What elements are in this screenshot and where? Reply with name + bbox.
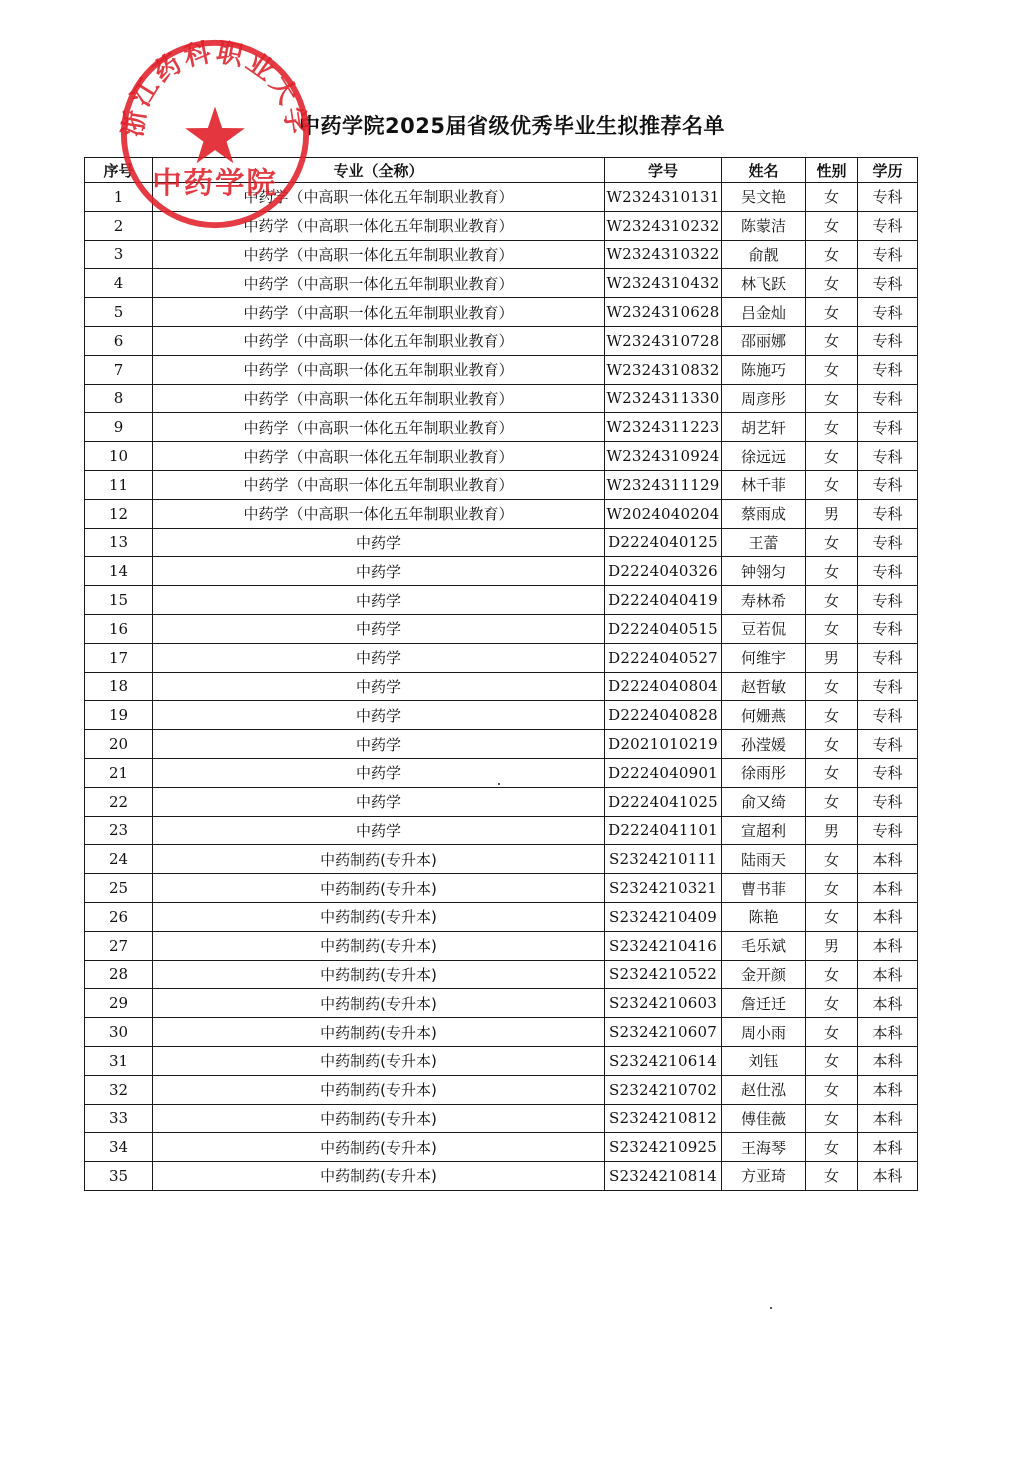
cell-name: 陈艳 [722,902,806,931]
cell-education: 专科 [858,384,918,413]
cell-student-id: D2224041025 [605,787,722,816]
scan-speck [770,1307,772,1309]
cell-major: 中药学 [153,730,605,759]
cell-student-id: D2224040515 [605,614,722,643]
cell-index: 11 [85,470,153,499]
cell-education: 专科 [858,240,918,269]
cell-student-id: D2224041101 [605,816,722,845]
cell-gender: 女 [806,1133,858,1162]
cell-index: 32 [85,1075,153,1104]
seal-inner-text: 中药学院 [152,164,278,200]
table-row [85,845,918,874]
table-row [85,960,918,989]
cell-name: 何姗燕 [722,701,806,730]
cell-student-id: S2324210321 [605,874,722,903]
cell-major: 中药学 [153,557,605,586]
cell-major: 中药制药(专升本) [153,874,605,903]
cell-major: 中药学（中高职一体化五年制职业教育） [153,183,605,212]
cell-student-id: S2324210111 [605,845,722,874]
cell-index: 10 [85,442,153,471]
cell-major: 中药学（中高职一体化五年制职业教育） [153,413,605,442]
cell-education: 专科 [858,701,918,730]
cell-student-id: W2324310924 [605,442,722,471]
cell-gender: 男 [806,499,858,528]
cell-index: 18 [85,672,153,701]
table-row [85,1075,918,1104]
cell-name: 陆雨天 [722,845,806,874]
cell-gender: 女 [806,874,858,903]
cell-index: 24 [85,845,153,874]
cell-major: 中药制药(专升本) [153,902,605,931]
col-header-index: 序号 [85,158,153,183]
table-row [85,643,918,672]
cell-gender: 女 [806,1162,858,1191]
cell-index: 15 [85,586,153,615]
cell-student-id: D2224040419 [605,586,722,615]
cell-education: 本科 [858,845,918,874]
cell-name: 金开颜 [722,960,806,989]
table-row [85,355,918,384]
col-header-student-id: 学号 [605,158,722,183]
cell-education: 专科 [858,528,918,557]
cell-index: 12 [85,499,153,528]
cell-gender: 男 [806,931,858,960]
cell-education: 专科 [858,643,918,672]
cell-major: 中药学 [153,672,605,701]
cell-student-id: W2324311330 [605,384,722,413]
cell-name: 寿林希 [722,586,806,615]
cell-education: 专科 [858,355,918,384]
cell-name: 曹书菲 [722,874,806,903]
cell-gender: 女 [806,758,858,787]
cell-name: 王蕾 [722,528,806,557]
cell-name: 周彦彤 [722,384,806,413]
cell-major: 中药制药(专升本) [153,1104,605,1133]
cell-gender: 女 [806,989,858,1018]
cell-student-id: S2324210614 [605,1046,722,1075]
cell-name: 俞又绮 [722,787,806,816]
cell-education: 专科 [858,586,918,615]
cell-index: 9 [85,413,153,442]
cell-education: 专科 [858,499,918,528]
cell-student-id: S2324210814 [605,1162,722,1191]
cell-gender: 女 [806,355,858,384]
cell-major: 中药学（中高职一体化五年制职业教育） [153,211,605,240]
cell-major: 中药学（中高职一体化五年制职业教育） [153,326,605,355]
cell-major: 中药学（中高职一体化五年制职业教育） [153,298,605,327]
cell-index: 26 [85,902,153,931]
cell-major: 中药制药(专升本) [153,1075,605,1104]
table-row [85,1133,918,1162]
cell-major: 中药学 [153,758,605,787]
cell-education: 专科 [858,413,918,442]
cell-student-id: D2224040527 [605,643,722,672]
cell-index: 27 [85,931,153,960]
table-row [85,902,918,931]
cell-gender: 女 [806,960,858,989]
cell-education: 专科 [858,787,918,816]
cell-name: 毛乐斌 [722,931,806,960]
table-row [85,787,918,816]
cell-student-id: S2324210812 [605,1104,722,1133]
cell-major: 中药制药(专升本) [153,960,605,989]
table-row [85,470,918,499]
cell-education: 专科 [858,470,918,499]
cell-major: 中药学（中高职一体化五年制职业教育） [153,384,605,413]
cell-name: 方亚琦 [722,1162,806,1191]
cell-name: 吴文艳 [722,183,806,212]
cell-gender: 女 [806,1075,858,1104]
cell-education: 本科 [858,931,918,960]
cell-student-id: S2324210416 [605,931,722,960]
table-row [85,1162,918,1191]
table-header-row [85,158,918,183]
table-row [85,183,918,212]
cell-gender: 女 [806,787,858,816]
cell-student-id: W2324310131 [605,183,722,212]
cell-index: 25 [85,874,153,903]
cell-student-id: W2324310432 [605,269,722,298]
cell-name: 陈蒙洁 [722,211,806,240]
cell-index: 2 [85,211,153,240]
cell-education: 本科 [858,1104,918,1133]
cell-major: 中药学（中高职一体化五年制职业教育） [153,442,605,471]
cell-gender: 女 [806,240,858,269]
cell-gender: 女 [806,1018,858,1047]
cell-index: 6 [85,326,153,355]
cell-index: 7 [85,355,153,384]
cell-education: 本科 [858,874,918,903]
cell-gender: 女 [806,557,858,586]
cell-gender: 女 [806,211,858,240]
cell-major: 中药学 [153,701,605,730]
cell-index: 31 [85,1046,153,1075]
table-row [85,384,918,413]
cell-major: 中药学 [153,586,605,615]
table-row [85,874,918,903]
cell-name: 何维宇 [722,643,806,672]
col-header-education: 学历 [858,158,918,183]
cell-major: 中药学（中高职一体化五年制职业教育） [153,269,605,298]
cell-student-id: S2324210925 [605,1133,722,1162]
cell-index: 1 [85,183,153,212]
cell-gender: 女 [806,442,858,471]
table-row [85,1046,918,1075]
cell-index: 23 [85,816,153,845]
table-row [85,413,918,442]
cell-education: 本科 [858,989,918,1018]
table-row [85,442,918,471]
cell-major: 中药制药(专升本) [153,1133,605,1162]
cell-name: 陈施巧 [722,355,806,384]
table-row [85,1104,918,1133]
cell-education: 专科 [858,298,918,327]
cell-name: 刘钰 [722,1046,806,1075]
cell-education: 本科 [858,1075,918,1104]
table-row [85,269,918,298]
cell-name: 宣超利 [722,816,806,845]
cell-gender: 女 [806,298,858,327]
cell-major: 中药学 [153,643,605,672]
cell-student-id: W2324311223 [605,413,722,442]
cell-student-id: W2324310628 [605,298,722,327]
cell-education: 本科 [858,1162,918,1191]
col-header-major: 专业（全称） [153,158,605,183]
cell-name: 赵仕泓 [722,1075,806,1104]
cell-student-id: D2224040901 [605,758,722,787]
cell-student-id: S2324210522 [605,960,722,989]
cell-name: 孙滢媛 [722,730,806,759]
scan-speck [498,783,500,785]
cell-education: 专科 [858,730,918,759]
cell-gender: 男 [806,816,858,845]
cell-major: 中药制药(专升本) [153,845,605,874]
cell-education: 专科 [858,442,918,471]
cell-education: 本科 [858,1046,918,1075]
cell-gender: 女 [806,326,858,355]
table-row [85,672,918,701]
cell-name: 周小雨 [722,1018,806,1047]
cell-name: 胡艺轩 [722,413,806,442]
cell-student-id: D2224040125 [605,528,722,557]
cell-gender: 女 [806,730,858,759]
cell-student-id: D2021010219 [605,730,722,759]
table-row [85,730,918,759]
table-row [85,240,918,269]
cell-gender: 女 [806,586,858,615]
table-row [85,701,918,730]
cell-student-id: W2324310728 [605,326,722,355]
cell-index: 34 [85,1133,153,1162]
table-row [85,528,918,557]
cell-education: 本科 [858,1133,918,1162]
cell-name: 吕金灿 [722,298,806,327]
cell-gender: 女 [806,701,858,730]
recommendation-table [84,157,918,1191]
cell-name: 赵哲敏 [722,672,806,701]
cell-name: 蔡雨成 [722,499,806,528]
table-row [85,557,918,586]
cell-major: 中药学 [153,614,605,643]
cell-index: 14 [85,557,153,586]
cell-major: 中药学（中高职一体化五年制职业教育） [153,470,605,499]
cell-gender: 女 [806,183,858,212]
table-row [85,931,918,960]
table-row [85,758,918,787]
table-row [85,586,918,615]
cell-name: 林千菲 [722,470,806,499]
cell-index: 3 [85,240,153,269]
table-row [85,1018,918,1047]
cell-education: 专科 [858,557,918,586]
cell-student-id: S2324210702 [605,1075,722,1104]
cell-major: 中药学 [153,528,605,557]
cell-education: 专科 [858,269,918,298]
table-row [85,298,918,327]
page-title: 中药学院2025届省级优秀毕业生拟推荐名单 [299,114,725,138]
table-row [85,499,918,528]
cell-index: 5 [85,298,153,327]
table-row [85,989,918,1018]
cell-student-id: D2224040828 [605,701,722,730]
cell-gender: 女 [806,384,858,413]
cell-education: 专科 [858,672,918,701]
cell-index: 21 [85,758,153,787]
cell-gender: 男 [806,643,858,672]
cell-student-id: W2324310832 [605,355,722,384]
cell-student-id: D2224040326 [605,557,722,586]
cell-major: 中药制药(专升本) [153,1046,605,1075]
cell-gender: 女 [806,845,858,874]
cell-index: 33 [85,1104,153,1133]
cell-student-id: W2324310322 [605,240,722,269]
cell-name: 徐雨彤 [722,758,806,787]
cell-education: 专科 [858,326,918,355]
cell-gender: 女 [806,528,858,557]
cell-education: 专科 [858,183,918,212]
cell-major: 中药制药(专升本) [153,1162,605,1191]
cell-student-id: S2324210607 [605,1018,722,1047]
cell-index: 13 [85,528,153,557]
table-row [85,326,918,355]
cell-name: 王海琴 [722,1133,806,1162]
cell-education: 专科 [858,614,918,643]
cell-name: 傅佳薇 [722,1104,806,1133]
cell-index: 29 [85,989,153,1018]
cell-education: 本科 [858,902,918,931]
cell-major: 中药制药(专升本) [153,989,605,1018]
cell-index: 16 [85,614,153,643]
cell-major: 中药学 [153,816,605,845]
cell-index: 22 [85,787,153,816]
cell-name: 林飞跃 [722,269,806,298]
table-row [85,614,918,643]
cell-education: 专科 [858,816,918,845]
seal-outer-text: 浙江药科职业大学 [117,36,313,139]
table-body [85,183,918,1191]
cell-major: 中药制药(专升本) [153,931,605,960]
cell-index: 30 [85,1018,153,1047]
cell-major: 中药学（中高职一体化五年制职业教育） [153,499,605,528]
cell-index: 35 [85,1162,153,1191]
cell-gender: 女 [806,470,858,499]
cell-index: 20 [85,730,153,759]
cell-student-id: W2324310232 [605,211,722,240]
cell-student-id: D2224040804 [605,672,722,701]
cell-name: 徐远远 [722,442,806,471]
cell-major: 中药制药(专升本) [153,1018,605,1047]
cell-student-id: W2024040204 [605,499,722,528]
cell-education: 专科 [858,758,918,787]
cell-name: 钟翎匀 [722,557,806,586]
cell-index: 4 [85,269,153,298]
col-header-name: 姓名 [722,158,806,183]
table-row [85,211,918,240]
cell-education: 本科 [858,1018,918,1047]
cell-name: 豆若侃 [722,614,806,643]
cell-name: 俞靓 [722,240,806,269]
cell-gender: 女 [806,269,858,298]
cell-student-id: S2324210603 [605,989,722,1018]
cell-major: 中药学（中高职一体化五年制职业教育） [153,355,605,384]
cell-student-id: W2324311129 [605,470,722,499]
cell-index: 17 [85,643,153,672]
cell-name: 詹迁迁 [722,989,806,1018]
cell-student-id: S2324210409 [605,902,722,931]
cell-index: 19 [85,701,153,730]
cell-index: 28 [85,960,153,989]
cell-gender: 女 [806,413,858,442]
col-header-gender: 性别 [806,158,858,183]
cell-gender: 女 [806,1046,858,1075]
cell-gender: 女 [806,672,858,701]
cell-name: 邵丽娜 [722,326,806,355]
table-row [85,816,918,845]
cell-gender: 女 [806,1104,858,1133]
cell-education: 专科 [858,211,918,240]
cell-education: 本科 [858,960,918,989]
cell-major: 中药学 [153,787,605,816]
cell-index: 8 [85,384,153,413]
cell-major: 中药学（中高职一体化五年制职业教育） [153,240,605,269]
cell-gender: 女 [806,902,858,931]
cell-gender: 女 [806,614,858,643]
